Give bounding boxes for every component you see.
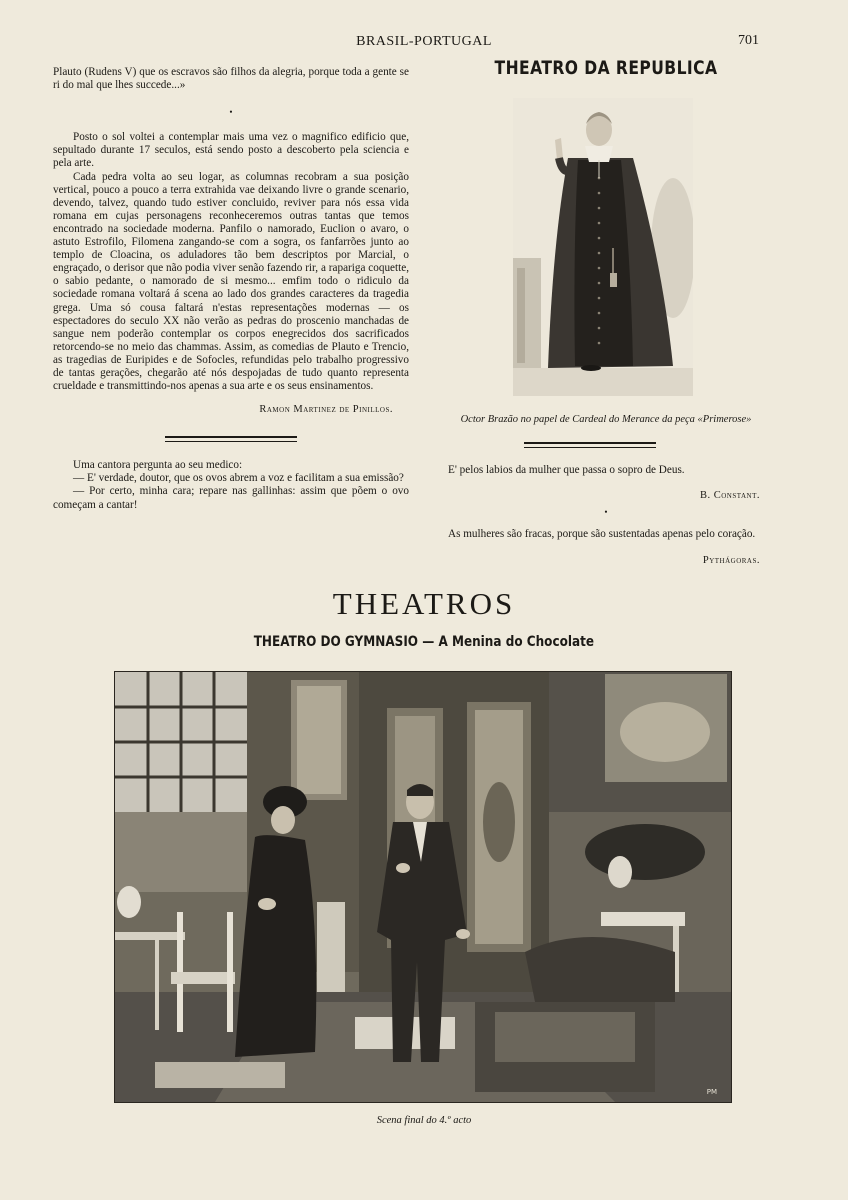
article-paragraph: Posto o sol voltei a contemplar mais uma vez o magnifico edificio que, sepultado durante 17 seculos, está sendo posto a descoberto pela sciencia e pela arte.: [53, 131, 409, 170]
left-column: [53, 66, 409, 512]
article-paragraph: Plauto (Rudens V) que os escravos são filhos da alegria, porque toda a gente se ri do mal que lhes succede...»: [53, 66, 409, 92]
stage-scene-photo: [114, 671, 732, 1103]
quote-constant: E' pelos labios da mulher que passa o sopro de Deus.: [448, 464, 685, 476]
article-signature: Ramon Martinez de Pinillos.: [259, 404, 393, 416]
actor-portrait-photo: [513, 98, 693, 396]
article-paragraph: Cada pedra volta ao seu logar, as columnas recobram a sua posição vertical, pouco a pouco a terra extrahida vae deixando livre o grande scenario, devendo, talvez, quando tudo estiver concluido, reviver para nós essa vida romana em cujas personagens reconheceremos outras tantas que temos encontrado na sociedade moderna. Panfilo o namorado, Euclion o avaro, o astuto Estrofilo, Filomena zangando-se com a sogra, os fanfarrões junto ao templo de Cloacina, os aduladores tão bem descriptos por Marcial, o engraçado, o derisor que não podia viver senão fazendo rir, a rapariga coquette, o sabio pedante, o namorado de si mesmo... emfim todo o ridiculo da sociedade romana voltará á scena ao lado dos grandes caracteres da tragedia grega. Uma só cousa faltará n'estas representações modernas — os espectadores do seculo XX não verão as pedras do proscenio manchadas de sangue nem poderão contemplar os corpos enegrecidos dos sacrificados retorcendo-se no meio das chammas. Assim, as comedias de Plauto e Trencio, as tragedias de Euripides e de Sofocles, refundidas pelo trabalho progressivo de tantas gerações, chegarão até nós despojadas de tudo quanto representa crueldade e transmittindo-nos apenas a sua arte e os seus ensinamentos.: [53, 170, 409, 393]
theatros-subtitle-text: THEATRO DO GYMNASIO — A Menina do Chocolate: [253, 634, 595, 650]
quote-author-pythagoras: Pythágoras.: [702, 555, 760, 566]
anecdote-line: Uma cantora pergunta ao seu medico:: [73, 459, 243, 472]
right-column: [428, 57, 784, 566]
section-heading-republica: THEATRO DA REPUBLICA: [494, 57, 718, 79]
stage-photo-caption: Scena final do 4.º acto: [376, 1115, 472, 1126]
section-dot: •: [604, 507, 608, 517]
running-title: BRASIL-PORTUGAL: [356, 34, 492, 49]
section-dot: •: [229, 107, 233, 118]
portrait-caption: Octor Brazão no papel de Cardeal do Merance da peça «Primerose»: [460, 414, 752, 425]
anecdote-line: — E' verdade, doutor, que os ovos abrem a voz e facilitam a sua emissão?: [73, 472, 404, 485]
page-number: 701: [738, 33, 759, 48]
theatros-subtitle: [0, 634, 848, 650]
theatros-title: THEATROS: [332, 586, 516, 621]
quote-author-constant: B. Constant.: [700, 490, 760, 501]
photo-monogram: PM: [706, 1088, 717, 1096]
separator-rule: [524, 442, 656, 448]
anecdote-line: — Por certo, minha cara; repare nas gallinhas: assim que põem o ovo começam a cantar!: [53, 485, 409, 511]
quote-pythagoras: As mulheres são fracas, porque são sustentadas apenas pelo coração.: [448, 528, 756, 540]
